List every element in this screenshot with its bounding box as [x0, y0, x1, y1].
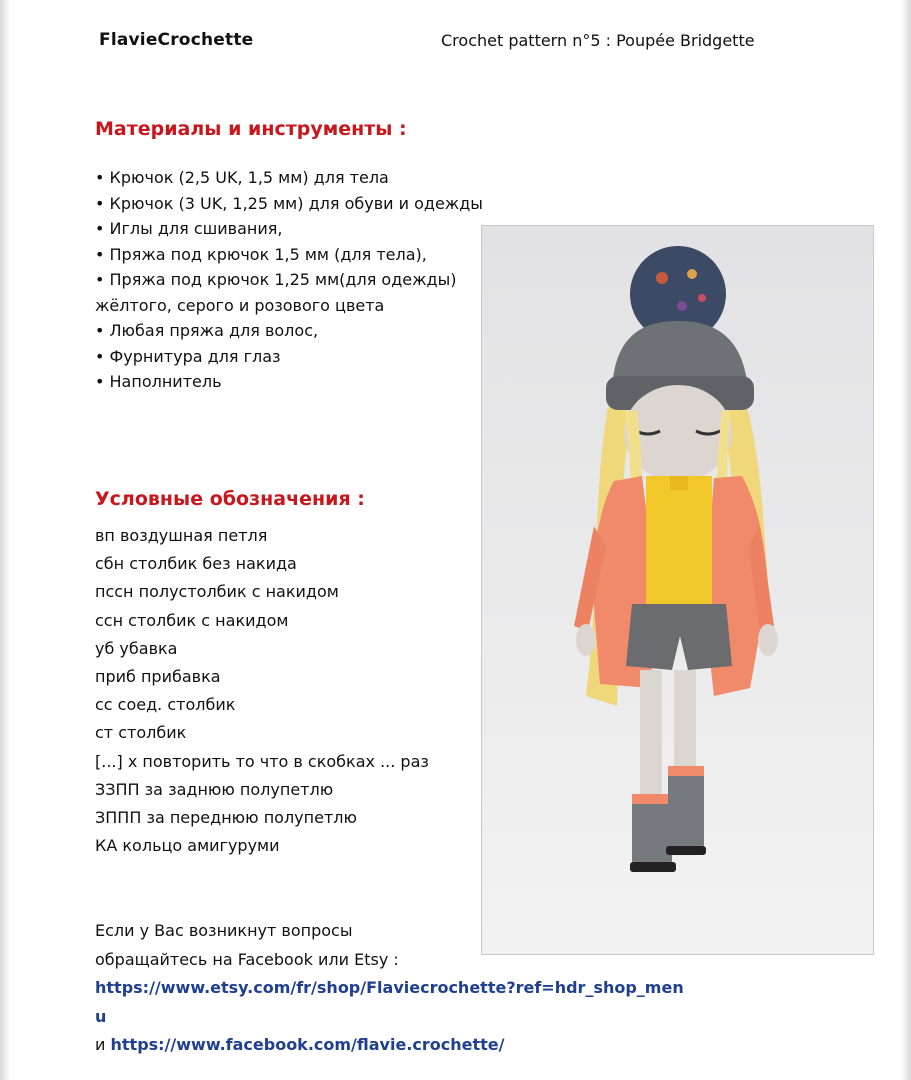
list-item: • Крючок (2,5 UK, 1,5 мм) для тела — [95, 168, 389, 187]
contact-line-1: Если у Вас возникнут вопросы — [95, 921, 353, 940]
boot — [632, 794, 672, 866]
page-shadow-left — [0, 0, 10, 1080]
leg — [640, 670, 662, 800]
list-item: ст столбик — [95, 723, 187, 743]
list-item: • Крючок (3 UK, 1,25 мм) для обуви и одежды — [95, 193, 483, 213]
abbreviations-title: Условные обозначения : — [95, 488, 365, 510]
pattern-title: Crochet pattern n°5 : Poupée Bridgette — [441, 31, 755, 50]
facebook-link[interactable]: https://www.facebook.com/flavie.crochette/ — [110, 1035, 505, 1054]
list-item: • Наполнитель — [95, 372, 222, 391]
list-item: • Любая пряжа для волос, — [95, 321, 319, 340]
boot — [668, 766, 704, 850]
list-item: • Пряжа под крючок 1,5 мм (для тела), — [95, 244, 427, 264]
list-item: пссн полустолбик с накидом — [95, 582, 339, 602]
materials-title: Материалы и инструменты : — [95, 118, 407, 140]
page-shadow-right — [901, 0, 911, 1080]
list-item: ссн столбик с накидом — [95, 610, 289, 630]
blouse — [646, 476, 712, 604]
abbreviations-list — [95, 522, 429, 860]
etsy-link[interactable]: https://www.etsy.com/fr/shop/Flaviecrochette?ref=hdr_shop_men — [95, 978, 684, 997]
leg — [674, 670, 696, 780]
list-item: • Пряжа под крючок 1,25 мм(для одежды) — [95, 270, 457, 289]
list-item: сбн столбик без накида — [95, 554, 297, 574]
list-item: приб прибавка — [95, 666, 221, 686]
brand-name: FlavieCrochette — [99, 30, 254, 50]
list-item: сс соед. столбик — [95, 695, 236, 715]
list-item: • Фурнитура для глаз — [95, 346, 281, 366]
etsy-link-continued[interactable]: u — [95, 1006, 107, 1026]
contact-line-2: обращайтесь на Facebook или Etsy : — [95, 949, 399, 969]
list-item: уб убавка — [95, 638, 178, 658]
list-item: ЗППП за переднюю полупетлю — [95, 807, 357, 827]
list-item: вп воздушная петля — [95, 526, 268, 545]
list-item: ЗЗПП за заднюю полупетлю — [95, 779, 334, 799]
materials-list — [95, 165, 483, 395]
doll-photo — [481, 225, 874, 955]
list-item: [...] x повторить то что в скобках ... раз — [95, 751, 429, 771]
list-item: КА кольцо амигуруми — [95, 836, 280, 856]
and-text: и — [95, 1035, 106, 1054]
list-item: жёлтого, серого и розового цвета — [95, 295, 385, 315]
list-item: • Иглы для сшивания, — [95, 219, 283, 238]
